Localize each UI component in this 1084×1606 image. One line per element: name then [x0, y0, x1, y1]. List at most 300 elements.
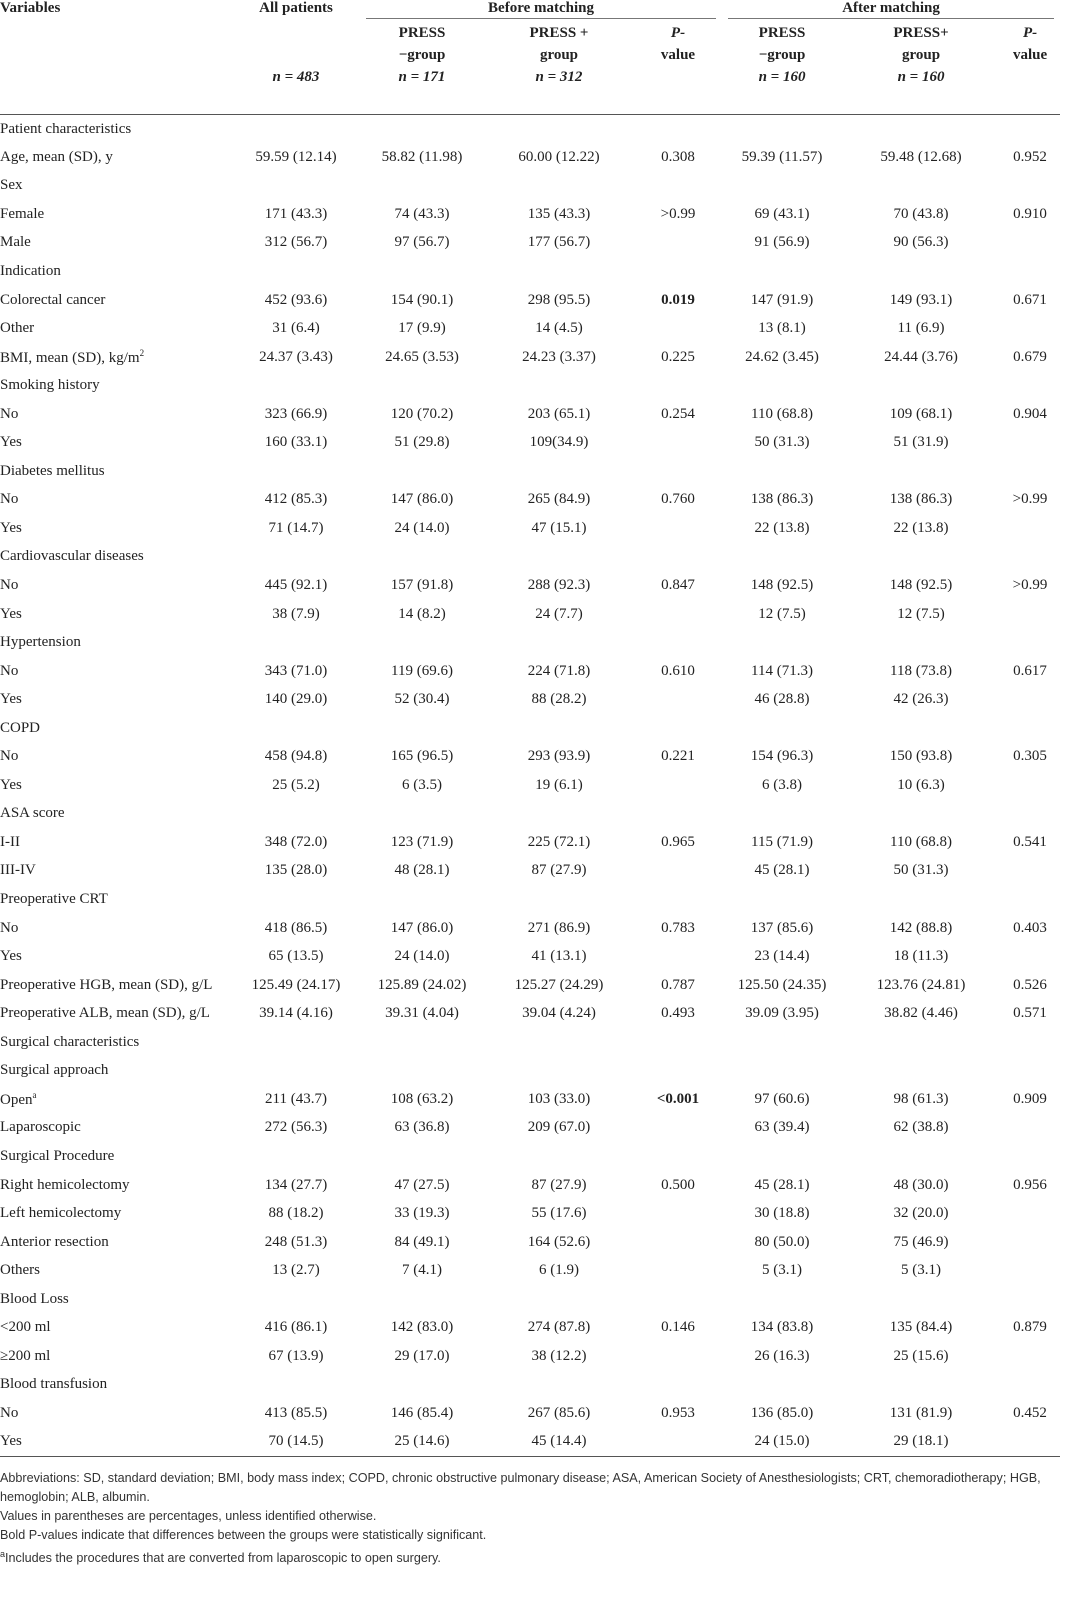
table-cell: 12 (7.5) — [758, 605, 806, 622]
table-cell: 114 (71.3) — [751, 662, 813, 679]
table-cell: 0.965 — [661, 833, 695, 850]
row-label: Hypertension — [0, 634, 81, 651]
row-label: No — [0, 1404, 19, 1421]
table-cell: 38 (12.2) — [531, 1347, 587, 1364]
row-label: COPD — [0, 719, 41, 736]
table-cell: 123 (71.9) — [390, 833, 454, 850]
table-cell — [722, 257, 842, 286]
table-cell: 142 (83.0) — [390, 1319, 454, 1336]
row-label: Other — [0, 320, 35, 337]
table-cell — [634, 885, 722, 914]
table-cell — [1000, 172, 1060, 201]
table-cell: 147 (86.0) — [390, 491, 454, 508]
category-row — [0, 371, 1060, 400]
row-label: No — [0, 405, 19, 422]
table-cell: 24.44 (3.76) — [884, 348, 958, 365]
table-cell: 0.610 — [661, 662, 695, 679]
table-cell — [722, 115, 842, 144]
table-cell — [634, 628, 722, 657]
table-row — [0, 314, 1060, 343]
table-cell: 0.493 — [661, 1005, 695, 1022]
table-cell: 0.225 — [661, 348, 695, 365]
table-cell — [484, 628, 634, 657]
table-cell — [360, 1057, 484, 1086]
table-row — [0, 571, 1060, 600]
table-cell: 0.671 — [1013, 291, 1047, 308]
table-cell — [360, 115, 484, 144]
table-cell: 29 (18.1) — [893, 1433, 949, 1450]
table-cell: 265 (84.9) — [527, 491, 591, 508]
table-cell — [1000, 1342, 1060, 1371]
table-cell: 88 (28.2) — [531, 691, 587, 708]
category-row — [0, 257, 1060, 286]
table-cell: 22 (13.8) — [893, 519, 949, 536]
table-cell — [1000, 543, 1060, 572]
table-cell — [634, 1057, 722, 1086]
table-cell: 63 (39.4) — [754, 1119, 810, 1136]
row-label: Blood Loss — [0, 1290, 69, 1307]
table-cell: 274 (87.8) — [527, 1319, 591, 1336]
header-col-before-press-plus: PRESS + group n = 312 — [529, 25, 589, 85]
table-cell: 46 (28.8) — [754, 691, 810, 708]
table-cell — [1000, 229, 1060, 258]
table-cell: 348 (72.0) — [264, 833, 328, 850]
table-row — [0, 514, 1060, 543]
table-cell — [722, 1028, 842, 1057]
category-row — [0, 1057, 1060, 1086]
table-cell — [360, 1371, 484, 1400]
table-cell: 272 (56.3) — [264, 1119, 328, 1136]
table-cell: 209 (67.0) — [527, 1119, 591, 1136]
table-cell — [634, 457, 722, 486]
table-cell — [232, 1285, 360, 1314]
table-cell: 146 (85.4) — [390, 1404, 454, 1421]
row-label: BMI, mean (SD), $kg/m^2$ — [0, 347, 145, 366]
table-cell: 0.617 — [1013, 662, 1047, 679]
table-cell: 0.847 — [661, 577, 695, 594]
table-row — [0, 1342, 1060, 1371]
table-cell: 118 (73.8) — [890, 662, 952, 679]
table-cell: 458 (94.8) — [264, 748, 328, 765]
table-cell: 138 (86.3) — [889, 491, 953, 508]
table-cell: 148 (92.5) — [889, 577, 953, 594]
table-cell: 13 (8.1) — [758, 320, 806, 337]
table-cell — [484, 1371, 634, 1400]
table-cell — [484, 457, 634, 486]
table-cell: 0.910 — [1013, 205, 1047, 222]
note-values: Values in parentheses are percentages, unless identified otherwise. — [0, 1509, 377, 1523]
table-cell: 109 (68.1) — [889, 405, 953, 422]
table-cell — [722, 371, 842, 400]
table-cell — [484, 714, 634, 743]
row-label: I-II — [0, 833, 20, 850]
category-row — [0, 1285, 1060, 1314]
table-row — [0, 1399, 1060, 1428]
row-label: Yes — [0, 948, 22, 965]
table-cell — [1000, 714, 1060, 743]
header-col-before-press-minus: PRESS −group n = 171 — [398, 25, 446, 85]
table-cell: 267 (85.6) — [527, 1404, 591, 1421]
table-cell: 24 (14.0) — [394, 519, 450, 536]
table-cell: 19 (6.1) — [535, 776, 583, 793]
table-cell: 58.82 (11.98) — [381, 148, 463, 165]
table-cell — [842, 457, 1000, 486]
table-cell: 138 (86.3) — [750, 491, 814, 508]
category-row — [0, 172, 1060, 201]
table-cell — [722, 543, 842, 572]
row-label: ≥200 ml — [0, 1347, 51, 1364]
table-cell: 62 (38.8) — [893, 1119, 949, 1136]
table-cell: 98 (61.3) — [893, 1090, 949, 1107]
table-cell — [634, 714, 722, 743]
row-label: Diabetes mellitus — [0, 462, 105, 479]
table-cell — [1000, 514, 1060, 543]
table-cell — [842, 714, 1000, 743]
table-cell: >0.99 — [1012, 577, 1048, 594]
table-cell: 51 (31.9) — [893, 434, 949, 451]
table-cell: 45 (28.1) — [754, 862, 810, 879]
table-row — [0, 1428, 1060, 1457]
table-cell: 288 (92.3) — [527, 577, 591, 594]
table-cell — [1000, 857, 1060, 886]
table-cell — [842, 1028, 1000, 1057]
row-label: ASA score — [0, 805, 65, 822]
table-cell: 0.879 — [1013, 1319, 1047, 1336]
table-cell: 25 (5.2) — [272, 776, 320, 793]
table-cell — [1000, 1285, 1060, 1314]
table-cell: 147 (91.9) — [750, 291, 814, 308]
row-label: Right hemicolectomy — [0, 1176, 130, 1193]
category-row — [0, 457, 1060, 486]
table-cell: 39.14 (4.16) — [259, 1005, 333, 1022]
table-row — [0, 486, 1060, 515]
table-cell — [842, 543, 1000, 572]
table-cell: 70 (43.8) — [893, 205, 949, 222]
table-cell — [360, 1028, 484, 1057]
row-label: No — [0, 919, 19, 936]
category-row — [0, 115, 1060, 144]
table-cell: 248 (51.3) — [264, 1233, 328, 1250]
table-cell: 50 (31.3) — [893, 862, 949, 879]
table-cell: 39.09 (3.95) — [745, 1005, 819, 1022]
table-cell — [634, 543, 722, 572]
table-row — [0, 971, 1060, 1000]
table-cell — [1000, 885, 1060, 914]
table-cell: 75 (46.9) — [893, 1233, 949, 1250]
table-cell: 6 (3.5) — [402, 776, 442, 793]
header-col-after-pvalue: P- value — [1012, 25, 1048, 63]
table-cell: >0.99 — [660, 205, 696, 222]
table-cell — [232, 457, 360, 486]
header-col-after-press-plus: PRESS+ group n = 160 — [893, 25, 949, 85]
table-cell — [1000, 314, 1060, 343]
table-cell: 0.909 — [1013, 1090, 1047, 1107]
row-label: Cardiovascular diseases — [0, 548, 144, 565]
table-cell: 135 (28.0) — [264, 862, 328, 879]
table-cell: 134 (83.8) — [750, 1319, 814, 1336]
table-cell: 5 (3.1) — [901, 1262, 942, 1279]
table-cell: 418 (86.5) — [264, 919, 328, 936]
table-cell: 147 (86.0) — [390, 919, 454, 936]
table-cell: 416 (86.1) — [264, 1319, 328, 1336]
row-label: No — [0, 577, 19, 594]
table-cell — [484, 543, 634, 572]
table-cell: 142 (88.8) — [889, 919, 953, 936]
table-cell — [232, 172, 360, 201]
header-blank — [0, 22, 232, 115]
table-cell: 33 (19.3) — [394, 1205, 450, 1222]
table-cell — [722, 714, 842, 743]
table-cell: 90 (56.3) — [893, 234, 949, 251]
table-row — [0, 1171, 1060, 1200]
table-cell: 0.403 — [1013, 919, 1047, 936]
table-cell — [484, 257, 634, 286]
header-after-matching: After matching — [722, 0, 1060, 22]
table-cell: <0.001 — [656, 1090, 700, 1107]
table-row — [0, 1114, 1060, 1143]
table-cell — [634, 1199, 722, 1228]
table-cell: 0.952 — [1013, 148, 1047, 165]
category-row — [0, 885, 1060, 914]
category-row — [0, 1371, 1060, 1400]
category-row — [0, 714, 1060, 743]
table-cell: 0.526 — [1013, 976, 1047, 993]
table-cell: 10 (6.3) — [897, 776, 945, 793]
table-cell: 88 (18.2) — [268, 1205, 324, 1222]
table-cell: 30 (18.8) — [754, 1205, 810, 1222]
table-cell — [1000, 1228, 1060, 1257]
table-cell: 103 (33.0) — [527, 1090, 591, 1107]
table-cell: 52 (30.4) — [394, 691, 450, 708]
header-row-columns — [0, 22, 1060, 115]
table-cell — [484, 115, 634, 144]
table-cell: 445 (92.1) — [264, 577, 328, 594]
table-row — [0, 229, 1060, 258]
table-row — [0, 1199, 1060, 1228]
table-cell: 74 (43.3) — [394, 205, 450, 222]
table-cell: 157 (91.8) — [390, 577, 454, 594]
table-cell — [232, 800, 360, 829]
table-cell: 224 (71.8) — [527, 662, 591, 679]
table-cell — [232, 714, 360, 743]
table-cell: 135 (84.4) — [889, 1319, 953, 1336]
table-cell: 47 (15.1) — [531, 519, 587, 536]
row-label: Laparoscopic — [0, 1119, 81, 1136]
table-cell: 0.500 — [661, 1176, 695, 1193]
table-cell — [360, 371, 484, 400]
table-cell — [1000, 429, 1060, 458]
table-cell — [360, 543, 484, 572]
table-cell — [1000, 628, 1060, 657]
table-row — [0, 1085, 1060, 1114]
table-cell: 125.50 (24.35) — [737, 976, 827, 993]
table-cell: 0.305 — [1013, 748, 1047, 765]
row-label: Sex — [0, 177, 23, 194]
table-cell: 120 (70.2) — [390, 405, 454, 422]
table-cell: 24.37 (3.43) — [259, 348, 333, 365]
table-cell: 108 (63.2) — [390, 1090, 454, 1107]
table-cell: 412 (85.3) — [264, 491, 328, 508]
table-cell — [722, 885, 842, 914]
table-cell: 48 (28.1) — [394, 862, 450, 879]
table-cell — [1000, 1114, 1060, 1143]
table-cell: 131 (81.9) — [889, 1404, 953, 1421]
table-row — [0, 1256, 1060, 1285]
table-cell — [484, 1028, 634, 1057]
row-label: Colorectal cancer — [0, 291, 106, 308]
category-row — [0, 1142, 1060, 1171]
table-cell — [232, 885, 360, 914]
table-cell — [484, 1142, 634, 1171]
table-cell — [1000, 371, 1060, 400]
table-cell: 71 (14.7) — [268, 519, 324, 536]
table-cell: 47 (27.5) — [394, 1176, 450, 1193]
category-row — [0, 543, 1060, 572]
table-cell — [634, 600, 722, 629]
table-cell — [842, 371, 1000, 400]
table-row — [0, 942, 1060, 971]
row-label: Preoperative ALB, mean (SD), g/L — [0, 1005, 210, 1022]
table-row — [0, 200, 1060, 229]
table-cell — [360, 1142, 484, 1171]
table-cell: 87 (27.9) — [531, 862, 587, 879]
table-cell — [634, 1228, 722, 1257]
row-label: Left hemicolectomy — [0, 1205, 122, 1222]
note-abbreviations: Abbreviations: SD, standard deviation; BMI, body mass index; COPD, chronic obstructive pulmonary disease; ASA, American Society of Anesthesiologists; CRT, chemoradiotherapy; HGB, hemoglobin; ALB, albumin. — [0, 1471, 1041, 1504]
table-row — [0, 286, 1060, 315]
table-cell — [722, 457, 842, 486]
table-cell — [1000, 457, 1060, 486]
table-cell: 7 (4.1) — [402, 1262, 442, 1279]
table-cell — [232, 1028, 360, 1057]
row-label: Preoperative CRT — [0, 891, 108, 908]
table-cell — [360, 628, 484, 657]
table-cell — [722, 628, 842, 657]
table-cell: 225 (72.1) — [527, 833, 591, 850]
table-cell — [842, 628, 1000, 657]
header-all-patients: All patients — [259, 0, 333, 16]
table-cell — [1000, 115, 1060, 144]
table-cell: 26 (16.3) — [754, 1347, 810, 1364]
table-cell: 24.62 (3.45) — [745, 348, 819, 365]
table-cell: 211 (43.7) — [265, 1090, 327, 1107]
table-cell: 109(34.9) — [529, 434, 589, 451]
table-cell: 50 (31.3) — [754, 434, 810, 451]
table-cell — [722, 1142, 842, 1171]
table-notes — [0, 1469, 1062, 1568]
row-label: Preoperative HGB, mean (SD), g/L — [0, 976, 213, 993]
table-cell: 171 (43.3) — [264, 205, 328, 222]
header-variables: Variables — [0, 0, 61, 16]
table-cell — [634, 1256, 722, 1285]
table-cell: 0.679 — [1013, 348, 1047, 365]
table-cell — [1000, 1028, 1060, 1057]
header-all-n: n = 483 — [272, 69, 320, 85]
table-cell: 323 (66.9) — [264, 405, 328, 422]
row-label: Yes — [0, 519, 22, 536]
row-label: Smoking history — [0, 377, 100, 394]
table-cell — [634, 1371, 722, 1400]
row-label: Others — [0, 1262, 40, 1279]
table-cell — [634, 429, 722, 458]
table-cell: 45 (28.1) — [754, 1176, 810, 1193]
table-cell: >0.99 — [1012, 491, 1048, 508]
table-cell — [842, 1285, 1000, 1314]
table-cell — [484, 371, 634, 400]
table-cell — [1000, 771, 1060, 800]
table-cell: 164 (52.6) — [527, 1233, 591, 1250]
table-cell: 0.783 — [661, 919, 695, 936]
row-label: Yes — [0, 691, 22, 708]
table-cell — [634, 1114, 722, 1143]
table-cell: 140 (29.0) — [264, 691, 328, 708]
table-cell — [722, 1371, 842, 1400]
table-cell: 48 (30.0) — [893, 1176, 949, 1193]
table-cell: 24.23 (3.37) — [522, 348, 596, 365]
table-cell — [634, 371, 722, 400]
table-cell: 0.787 — [661, 976, 695, 993]
table-cell: 0.953 — [661, 1404, 695, 1421]
table-cell — [842, 1142, 1000, 1171]
table-cell: 59.48 (12.68) — [880, 148, 962, 165]
table-cell: 87 (27.9) — [531, 1176, 587, 1193]
table-cell: 0.308 — [661, 148, 695, 165]
table-cell: 271 (86.9) — [527, 919, 591, 936]
table-cell: 154 (96.3) — [750, 748, 814, 765]
table-row — [0, 429, 1060, 458]
table-cell: 17 (9.9) — [398, 320, 446, 337]
table-cell: 177 (56.7) — [527, 234, 591, 251]
table-cell: 39.31 (4.04) — [385, 1005, 459, 1022]
table-cell — [360, 172, 484, 201]
row-label: <200 ml — [0, 1319, 51, 1336]
table-cell: 60.00 (12.22) — [518, 148, 600, 165]
table-cell: 67 (13.9) — [268, 1347, 324, 1364]
table-cell — [842, 1371, 1000, 1400]
table-cell: 0.452 — [1013, 1404, 1047, 1421]
note-bold: Bold P-values indicate that differences between the groups were statistically significant. — [0, 1528, 487, 1542]
table-cell: 38 (7.9) — [272, 605, 320, 622]
table-cell: 293 (93.9) — [527, 748, 591, 765]
table-cell: 0.019 — [661, 291, 695, 308]
row-label: No — [0, 662, 19, 679]
table-cell: 137 (85.6) — [750, 919, 814, 936]
table-cell: 0.904 — [1013, 405, 1047, 422]
table-cell — [232, 628, 360, 657]
table-cell — [232, 115, 360, 144]
row-label: III-IV — [0, 862, 36, 879]
table-cell — [1000, 1199, 1060, 1228]
table-cell — [634, 172, 722, 201]
table-cell: 298 (95.5) — [527, 291, 591, 308]
row-label: Open$^a$ — [0, 1089, 37, 1108]
table-cell — [722, 1285, 842, 1314]
table-cell: 32 (20.0) — [893, 1205, 949, 1222]
table-row — [0, 657, 1060, 686]
table-cell: 125.89 (24.02) — [377, 976, 467, 993]
row-label: Surgical characteristics — [0, 1033, 140, 1050]
table-cell — [232, 543, 360, 572]
table-cell: 80 (50.0) — [754, 1233, 810, 1250]
table-cell: 24 (15.0) — [754, 1433, 810, 1450]
table-cell — [484, 1057, 634, 1086]
table-cell: 110 (68.8) — [890, 833, 952, 850]
table-cell — [232, 371, 360, 400]
table-cell — [1000, 685, 1060, 714]
row-label: No — [0, 491, 19, 508]
table-cell: 41 (13.1) — [531, 948, 587, 965]
table-cell: 0.760 — [661, 491, 695, 508]
